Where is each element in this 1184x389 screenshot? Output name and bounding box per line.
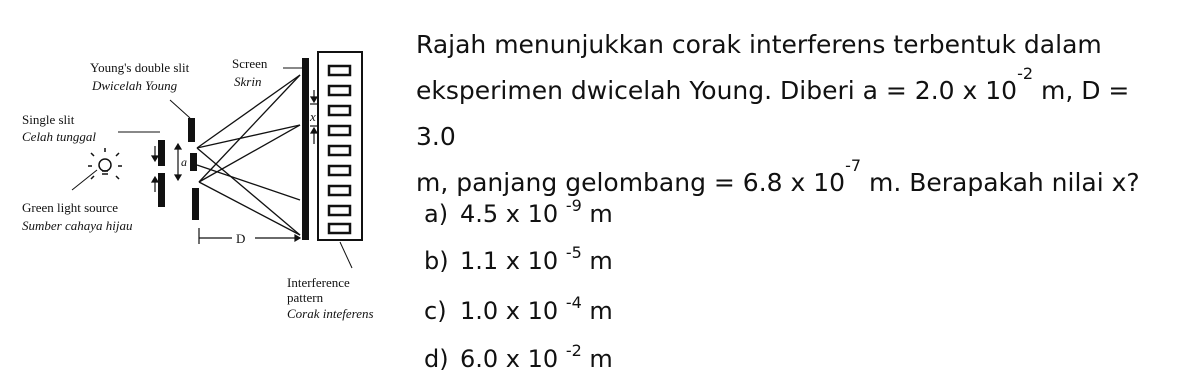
pattern-label-en-2: pattern	[287, 290, 324, 305]
single-slit-label-en: Single slit	[22, 112, 75, 127]
double-slit	[188, 118, 199, 220]
interference-fringes	[329, 66, 350, 233]
double-slit-label-ms: Dwicelah Young	[92, 78, 178, 93]
screen-label-ms: Skrin	[234, 74, 262, 89]
option-c[interactable]: c) 1.0 x 10 $^{-4}$ m	[424, 293, 613, 325]
single-slit-label-ms: Celah tunggal	[22, 129, 97, 144]
question-text	[416, 22, 1166, 206]
option-b[interactable]: b) 1.1 x 10 $^{-5}$ m	[424, 243, 613, 275]
screen-label-en: Screen	[232, 56, 268, 71]
option-d[interactable]: d) 6.0 x 10 $^{-2}$ m	[424, 341, 613, 373]
dimension-a-label: a	[181, 155, 187, 169]
light-bulb-icon	[88, 148, 122, 179]
double-slit-label-en: Young's double slit	[90, 60, 190, 75]
screen	[302, 58, 309, 240]
dimension-x-label: x	[310, 109, 316, 124]
single-slit	[158, 140, 165, 207]
light-source-label-en: Green light source	[22, 200, 119, 215]
question-line-2: eksperimen dwicelah Young. Diberi a = 2.0 x $10^{-2}$ m, D = 3.0	[416, 64, 1130, 151]
light-rays	[197, 75, 300, 235]
option-a[interactable]: a) 4.5 x 10 $^{-9}$ m	[424, 196, 613, 228]
question-line-3: m, panjang gelombang = 6.8 x $10^{-7}$ m. Berapakah nilai x?	[416, 156, 1140, 197]
question-line-1: Rajah menunjukkan corak interferens terbentuk dalam	[416, 30, 1102, 59]
pattern-label-ms: Corak inteferens	[287, 306, 374, 321]
dimension-markers	[152, 90, 318, 244]
dimension-D-label: D	[236, 231, 246, 246]
pattern-label-en-1: Interference	[287, 275, 350, 290]
young-double-slit-diagram	[0, 0, 400, 389]
light-source-label-ms: Sumber cahaya hijau	[22, 218, 133, 233]
